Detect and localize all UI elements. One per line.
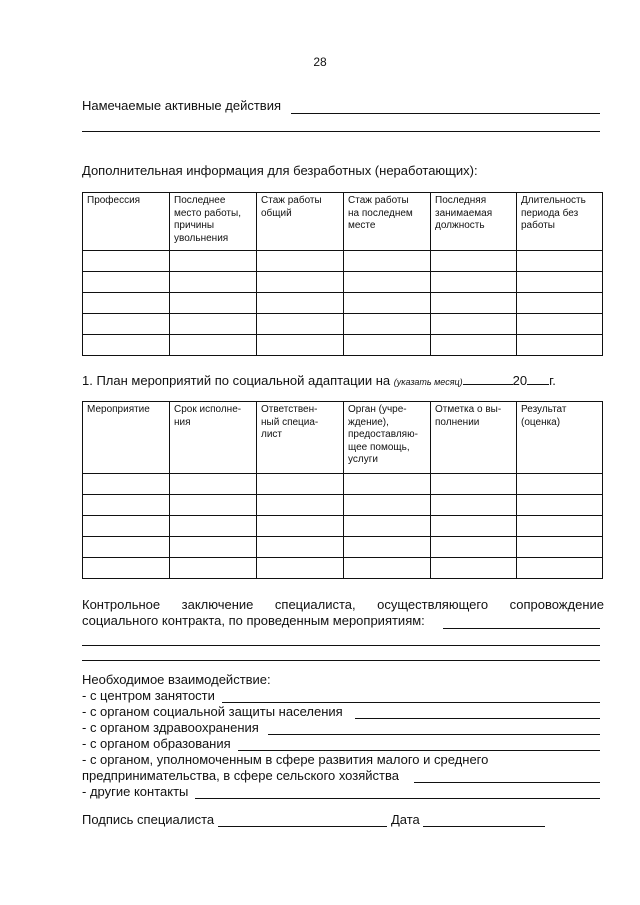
extra-info-title: Дополнительная информация для безработных (неработающих): — [82, 163, 478, 178]
table-cell[interactable] — [431, 495, 517, 516]
table-cell[interactable] — [170, 495, 257, 516]
table-cell[interactable] — [257, 251, 344, 272]
table-cell[interactable] — [431, 335, 517, 356]
table-cell[interactable] — [344, 516, 431, 537]
table-cell[interactable] — [344, 474, 431, 495]
plan-year-field[interactable] — [527, 374, 549, 385]
table-cell[interactable] — [257, 516, 344, 537]
table-cell[interactable] — [517, 251, 603, 272]
interaction-social-field[interactable] — [355, 718, 600, 719]
table-cell[interactable] — [83, 251, 170, 272]
table-cell[interactable] — [517, 558, 603, 579]
plan-heading — [82, 373, 556, 388]
table-cell[interactable] — [431, 516, 517, 537]
table-cell[interactable] — [257, 293, 344, 314]
table-row — [83, 495, 603, 516]
table-cell[interactable] — [83, 335, 170, 356]
table-header-cell: Орган (учре- ждение), предоставляю- щее помощь, услуги — [344, 402, 431, 474]
adaptation-plan-table — [82, 401, 603, 579]
table-cell[interactable] — [257, 537, 344, 558]
table-header-row — [83, 402, 603, 474]
table-cell[interactable] — [257, 335, 344, 356]
table-row — [83, 293, 603, 314]
table-header-cell: Стаж работы на последнем месте — [344, 193, 431, 251]
table-cell[interactable] — [431, 314, 517, 335]
table-cell[interactable] — [431, 474, 517, 495]
table-cell[interactable] — [257, 272, 344, 293]
table-row — [83, 474, 603, 495]
table-cell[interactable] — [257, 495, 344, 516]
table-row — [83, 314, 603, 335]
table-row — [83, 537, 603, 558]
table-cell[interactable] — [517, 495, 603, 516]
interaction-item-health: - с органом здравоохранения — [82, 720, 259, 735]
table-cell[interactable] — [517, 272, 603, 293]
table-cell[interactable] — [344, 495, 431, 516]
table-cell[interactable] — [170, 335, 257, 356]
interaction-title: Необходимое взаимодействие: — [82, 672, 271, 687]
plan-month-field[interactable] — [463, 374, 513, 385]
table-cell[interactable] — [83, 474, 170, 495]
date-label: Дата — [391, 812, 420, 827]
table-header-row — [83, 193, 603, 251]
actions-field-line-2[interactable] — [82, 131, 600, 132]
page-number: 28 — [313, 55, 327, 69]
table-cell[interactable] — [517, 537, 603, 558]
interaction-education-field[interactable] — [238, 750, 600, 751]
table-header-cell: Результат (оценка) — [517, 402, 603, 474]
table-cell[interactable] — [517, 335, 603, 356]
table-header-cell: Отметка о вы- полнении — [431, 402, 517, 474]
table-cell[interactable] — [431, 558, 517, 579]
table-row — [83, 516, 603, 537]
table-header-cell: Стаж работы общий — [257, 193, 344, 251]
interaction-employment-field[interactable] — [222, 702, 600, 703]
plan-month-note: (указать месяц) — [393, 377, 463, 387]
table-cell[interactable] — [83, 314, 170, 335]
table-cell[interactable] — [170, 251, 257, 272]
table-header-cell: Профессия — [83, 193, 170, 251]
table-cell[interactable] — [170, 537, 257, 558]
table-cell[interactable] — [83, 558, 170, 579]
table-cell[interactable] — [344, 251, 431, 272]
conclusion-line-1: Контрольное заключение специалиста, осуществляющего сопровождение — [82, 597, 604, 612]
unemployed-info-table — [82, 192, 603, 356]
conclusion-field-line-2[interactable] — [82, 645, 600, 646]
table-row — [83, 272, 603, 293]
table-cell[interactable] — [83, 272, 170, 293]
table-header-cell: Мероприятие — [83, 402, 170, 474]
interaction-business-field[interactable] — [414, 782, 600, 783]
table-cell[interactable] — [431, 272, 517, 293]
interaction-item-business-cont: предпринимательства, в сфере сельского хозяйства — [82, 768, 399, 783]
table-header-cell: Ответствен- ный специа- лист — [257, 402, 344, 474]
table-cell[interactable] — [344, 537, 431, 558]
plan-prefix: 1. План мероприятий по социальной адаптации на — [82, 373, 394, 388]
interaction-item-employment: - с центром занятости — [82, 688, 215, 703]
table-cell[interactable] — [344, 558, 431, 579]
table-cell[interactable] — [170, 314, 257, 335]
table-cell[interactable] — [170, 293, 257, 314]
table-cell[interactable] — [170, 516, 257, 537]
table-cell[interactable] — [344, 272, 431, 293]
table-cell[interactable] — [257, 314, 344, 335]
table-cell[interactable] — [83, 495, 170, 516]
conclusion-field-line-1[interactable] — [443, 628, 600, 629]
table-header-cell: Срок исполне- ния — [170, 402, 257, 474]
table-cell[interactable] — [431, 537, 517, 558]
table-row — [83, 251, 603, 272]
date-field[interactable] — [423, 826, 545, 827]
conclusion-line-2: социального контракта, по проведенным мероприятиям: — [82, 613, 425, 628]
table-cell[interactable] — [431, 293, 517, 314]
interaction-health-field[interactable] — [268, 734, 600, 735]
table-cell[interactable] — [517, 516, 603, 537]
table-cell[interactable] — [257, 558, 344, 579]
table-row — [83, 335, 603, 356]
conclusion-field-line-3[interactable] — [82, 660, 600, 661]
actions-label: Намечаемые активные действия — [82, 98, 281, 113]
plan-year-prefix: 20 — [512, 373, 528, 388]
table-cell[interactable] — [170, 558, 257, 579]
signature-field[interactable] — [218, 826, 387, 827]
interaction-item-education: - с органом образования — [82, 736, 231, 751]
table-cell[interactable] — [83, 293, 170, 314]
table-row — [83, 558, 603, 579]
table-cell[interactable] — [344, 293, 431, 314]
interaction-item-social: - с органом социальной защиты населения — [82, 704, 343, 719]
interaction-item-other: - другие контакты — [82, 784, 189, 799]
table-header-cell: Последняя занимаемая должность — [431, 193, 517, 251]
table-cell[interactable] — [170, 272, 257, 293]
table-cell[interactable] — [83, 537, 170, 558]
table-cell[interactable] — [83, 516, 170, 537]
plan-year-suffix: г. — [549, 373, 556, 388]
table-cell[interactable] — [170, 474, 257, 495]
table-cell[interactable] — [431, 251, 517, 272]
table-cell[interactable] — [257, 474, 344, 495]
table-cell[interactable] — [344, 314, 431, 335]
table-cell[interactable] — [344, 335, 431, 356]
interaction-item-business: - с органом, уполномоченным в сфере развития малого и среднего — [82, 752, 489, 767]
actions-field-line-1[interactable] — [291, 113, 600, 114]
table-header-cell: Длительность периода без работы — [517, 193, 603, 251]
interaction-other-field[interactable] — [195, 798, 600, 799]
table-cell[interactable] — [517, 474, 603, 495]
table-header-cell: Последнее место работы, причины увольнения — [170, 193, 257, 251]
signature-label: Подпись специалиста — [82, 812, 215, 827]
table-cell[interactable] — [517, 314, 603, 335]
table-cell[interactable] — [517, 293, 603, 314]
